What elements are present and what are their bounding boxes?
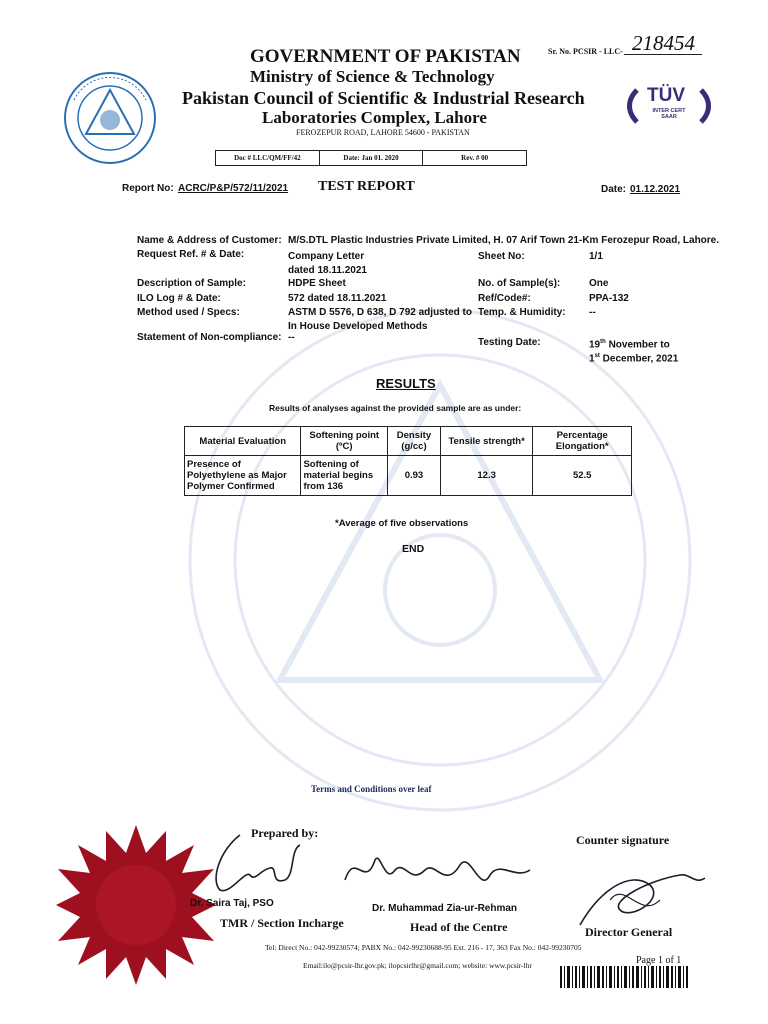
council-title: Pakistan Council of Scientific & Industrial Research: [182, 88, 585, 108]
signatory-2-title: Head of the Centre: [410, 920, 508, 934]
contact-telephone: Tel: Direct No.: 042-99230574; PABX No.: 042-99230688-95 Ext. 216 - 17, 363 Fax No.: 042-99230705: [265, 943, 582, 952]
noncompliance-value: --: [288, 332, 295, 343]
results-header-row: [185, 427, 632, 456]
request-value-line2: dated 18.11.2021: [288, 265, 367, 276]
signatory-1-name: Dr. Saira Taj, PSO: [190, 898, 274, 909]
ministry-title: Ministry of Science & Technology: [250, 67, 495, 86]
address: FEROZEPUR ROAD, LAHORE 54600 - PAKISTAN: [296, 128, 470, 137]
description-value: HDPE Sheet: [288, 278, 346, 289]
barcode: [560, 966, 690, 988]
ref-label: Ref/Code#:: [478, 293, 531, 304]
testing-date-line2: 1st December, 2021: [589, 353, 679, 365]
doc-revision: Rev. # 00: [461, 154, 489, 162]
cell-softening-point: Softening of material begins from 136: [301, 456, 388, 496]
method-label: Method used / Specs:: [137, 307, 240, 318]
document-control-box: [215, 150, 527, 166]
testing-date-line1: 19th November to: [589, 339, 670, 351]
tuv-logo-text: TÜV: [647, 85, 685, 106]
report-no-label: Report No:: [122, 183, 174, 194]
results-table: [184, 426, 632, 496]
request-value-line1: Company Letter: [288, 251, 365, 262]
ilo-value: 572 dated 18.11.2021: [288, 293, 387, 304]
watermark-seal: [170, 300, 730, 820]
average-note: *Average of five observations: [335, 518, 469, 529]
cell-material-evaluation: Presence of Polyethylene as Major Polymer Confirmed: [185, 456, 301, 496]
noncompliance-label: Statement of Non-compliance:: [137, 332, 282, 343]
signatory-2-name: Dr. Muhammad Zia-ur-Rehman: [372, 903, 518, 914]
ref-value: PPA-132: [589, 293, 629, 304]
header-tensile-strength: Tensile strength*: [440, 427, 533, 456]
results-subtitle: Results of analyses against the provided sample are as under:: [269, 403, 522, 413]
sheet-value: 1/1: [589, 251, 603, 262]
tuv-logo-subtext: INTER CERT SAAR: [652, 108, 686, 120]
header-softening-point: Softening point (ºC): [301, 427, 388, 456]
customer-label: Name & Address of Customer:: [137, 235, 282, 246]
cell-tensile-strength: 12.3: [440, 456, 533, 496]
report-date-value: 01.12.2021: [630, 184, 681, 195]
laboratory-title: Laboratories Complex, Lahore: [262, 108, 487, 127]
samples-label: No. of Sample(s):: [478, 278, 561, 289]
terms-note: Terms and Conditions over leaf: [311, 784, 432, 794]
doc-date: Date: Jan 01. 2020: [320, 151, 424, 165]
report-date-label: Date:: [601, 184, 627, 195]
signatory-1-title: TMR / Section Incharge: [220, 916, 344, 930]
end-marker: END: [402, 543, 425, 555]
temp-value: --: [589, 307, 596, 318]
page-number: Page 1 of 1: [636, 955, 682, 966]
prepared-by-label: Prepared by:: [251, 826, 319, 840]
pcsir-seal-logo: [60, 70, 160, 166]
counter-signature-label: Counter signature: [576, 833, 670, 847]
description-label: Description of Sample:: [137, 278, 246, 289]
cell-elongation: 52.5: [533, 456, 632, 496]
method-value-line2: In House Developed Methods: [288, 321, 428, 332]
table-row: [185, 456, 632, 496]
serial-label: Sr. No. PCSIR - LLC-: [548, 47, 623, 56]
sheet-label: Sheet No:: [478, 251, 525, 262]
serial-number: 218454: [632, 31, 695, 55]
results-title: RESULTS: [376, 376, 436, 391]
method-value-line1: ASTM D 5576, D 638, D 792 adjusted to: [288, 307, 472, 318]
header-density: Density (g/cc): [388, 427, 441, 456]
government-title: GOVERNMENT OF PAKISTAN: [250, 46, 521, 67]
report-title: TEST REPORT: [318, 179, 415, 194]
serial-underline: [624, 54, 702, 55]
customer-value: M/S.DTL Plastic Industries Private Limited, H. 07 Arif Town 21-Km Ferozepur Road, Lahore.: [288, 235, 720, 246]
testing-date-label: Testing Date:: [478, 337, 541, 348]
report-no-value: ACRC/P&P/572/11/2021: [178, 183, 289, 194]
doc-number: Doc # LLC/QM/FF/42: [216, 151, 320, 165]
samples-value: One: [589, 278, 609, 289]
header-elongation: Percentage Elongation*: [533, 427, 632, 456]
ilo-label: ILO Log # & Date:: [137, 293, 221, 304]
signatory-3-title: Director General: [585, 925, 673, 939]
cell-density: 0.93: [388, 456, 441, 496]
tuv-logo: [627, 86, 711, 126]
temp-label: Temp. & Humidity:: [478, 307, 566, 318]
contact-email: Email:ilo@pcsir-lhr.gov.pk; ilopcsirlhr@gmail.com; website: www.pcsir-lhr: [303, 961, 532, 970]
signature-2: [340, 840, 540, 910]
header-material-evaluation: Material Evaluation: [185, 427, 301, 456]
request-label: Request Ref. # & Date:: [137, 249, 245, 260]
